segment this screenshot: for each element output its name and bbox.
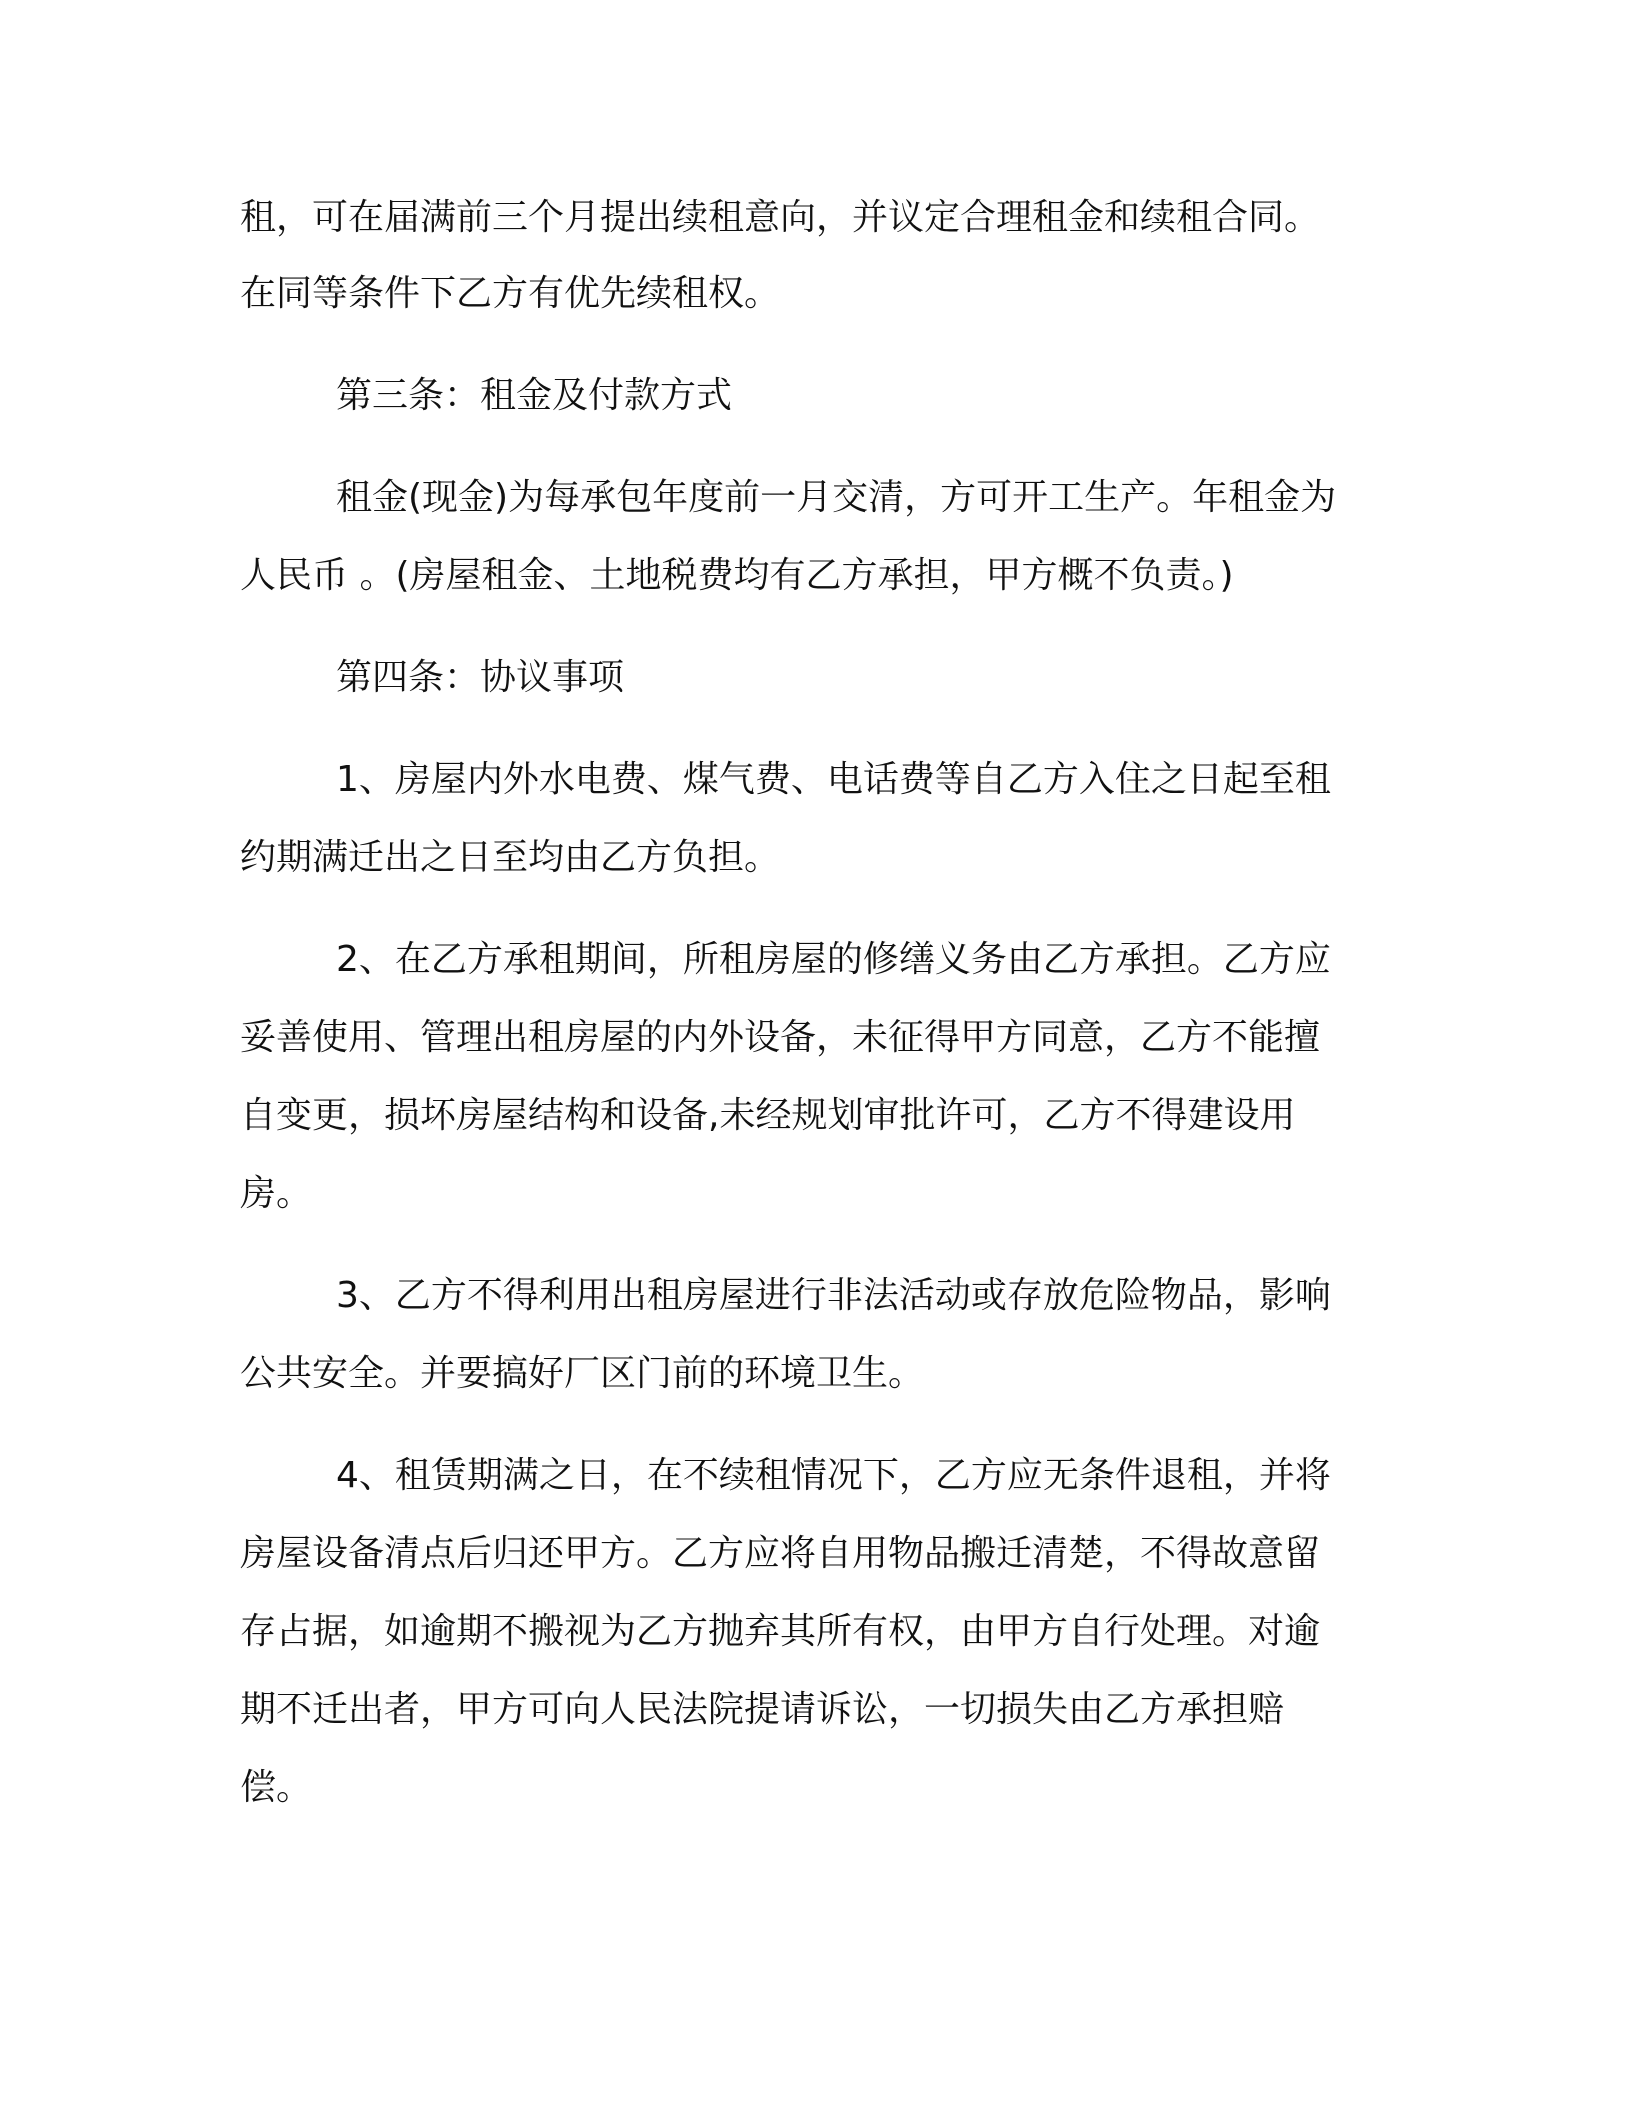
text-line: 2、在乙方承租期间，所租房屋的修缮义务由乙方承担。乙方应	[336, 939, 1331, 980]
text-line: 4、租赁期满之日，在不续租情况下，乙方应无条件退租，并将	[336, 1455, 1331, 1496]
text-line: 房屋设备清点后归还甲方。乙方应将自用物品搬迁清楚，不得故意留	[240, 1533, 1321, 1574]
text-line: 租，可在届满前三个月提出续租意向，并议定合理租金和续租合同。	[240, 197, 1321, 238]
text-line: 在同等条件下乙方有优先续租权。	[240, 273, 781, 314]
text-line: 租金(现金)为每承包年度前一月交清，方可开工生产。年租金为	[336, 477, 1337, 518]
text-line: 存占据，如逾期不搬视为乙方抛弃其所有权，由甲方自行处理。对逾	[240, 1611, 1321, 1652]
text-line: 期不迁出者，甲方可向人民法院提请诉讼，一切损失由乙方承担赔	[240, 1689, 1285, 1730]
text-line: 妥善使用、管理出租房屋的内外设备，未征得甲方同意，乙方不能擅	[240, 1017, 1321, 1058]
text-line: 约期满迁出之日至均由乙方负担。	[240, 837, 781, 878]
text-line: 偿。	[240, 1767, 313, 1808]
section-heading-article-3: 第三条：租金及付款方式	[336, 375, 733, 416]
text-line: 房。	[240, 1173, 313, 1214]
section-heading-article-4: 第四条：协议事项	[336, 657, 625, 698]
text-line: 1、房屋内外水电费、煤气费、电话费等自乙方入住之日起至租	[336, 759, 1331, 800]
text-line: 自变更，损坏房屋结构和设备,未经规划审批许可，乙方不得建设用	[240, 1095, 1296, 1136]
text-line: 公共安全。并要搞好厂区门前的环境卫生。	[240, 1353, 925, 1394]
text-line: 人民币 。(房屋租金、土地税费均有乙方承担，甲方概不负责。)	[240, 555, 1234, 596]
text-line: 3、乙方不得利用出租房屋进行非法活动或存放危险物品，影响	[336, 1275, 1331, 1316]
